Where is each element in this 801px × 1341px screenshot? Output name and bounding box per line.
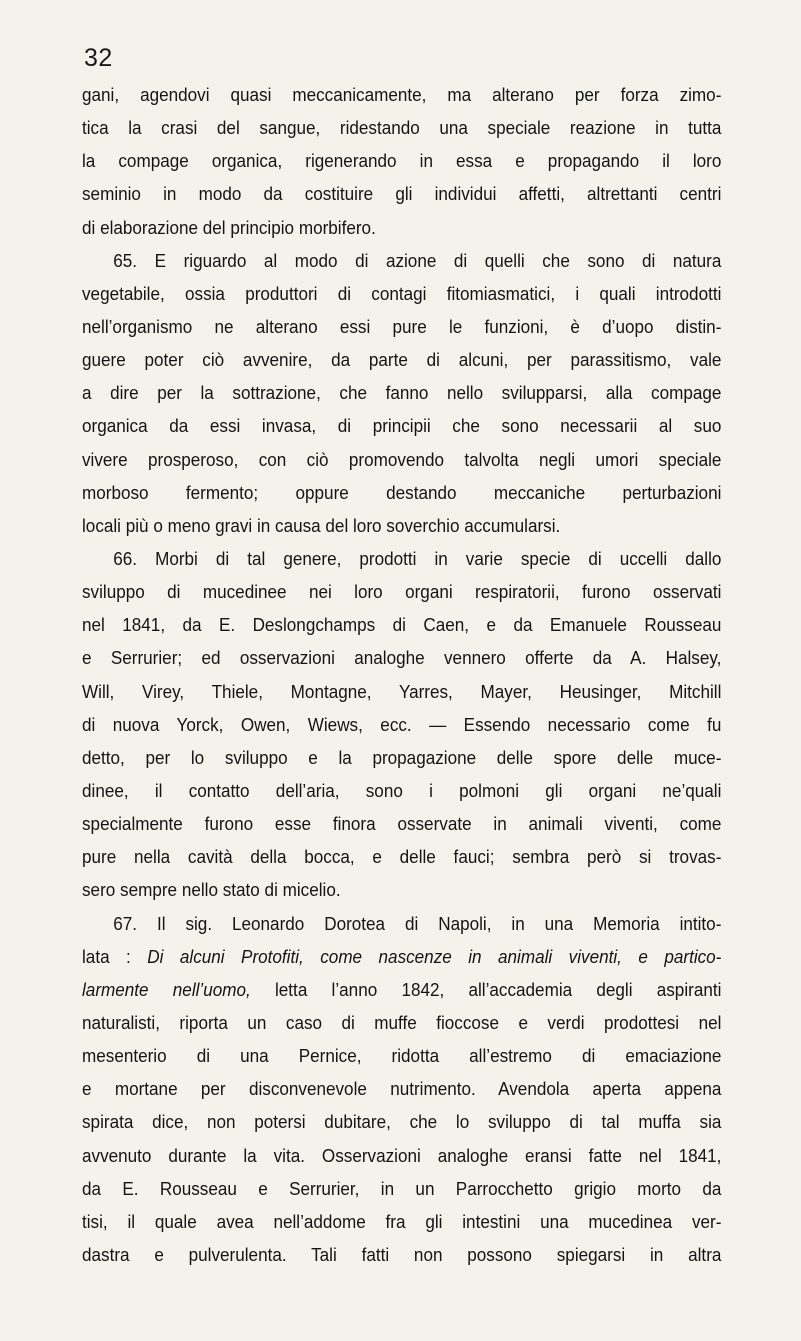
text-line: di nuova Yorck, Owen, Wiews, ecc. — Essendo necessario come fu [82, 713, 722, 735]
text-line: guere poter ciò avvenire, da parte di alcuni, per parassitismo, vale [82, 349, 722, 371]
italic-title-segment: larmente nell’uomo, [82, 978, 251, 1000]
text-line: gani, agendovi quasi meccanicamente, ma alterano per forza zimo- [82, 84, 722, 105]
text-line: vegetabile, ossia produttori di contagi fitomiasmatici, i quali introdotti [82, 282, 722, 304]
text-line: organica da essi invasa, di principii che sono necessarii al suo [82, 415, 722, 437]
text-line: morboso fermento; oppure destando meccaniche perturbazioni [82, 481, 722, 503]
text-line: Will, Virey, Thiele, Montagne, Yarres, Mayer, Heusinger, Mitchill [82, 680, 722, 702]
page-number: 32 [84, 44, 113, 72]
text-line: detto, per lo sviluppo e la propagazione delle spore delle muce- [82, 746, 722, 768]
text-line: sviluppo di mucedinee nei loro organi respiratorii, furono osservati [82, 581, 722, 603]
text-line: tisi, il quale avea nell’addome fra gli intestini una mucedinea ver- [82, 1210, 722, 1232]
text-line: mesenterio di una Pernice, ridotta all’estremo di emaciazione [82, 1045, 722, 1067]
text-line: specialmente furono esse finora osservate in animali viventi, come [82, 813, 722, 835]
text-line: a dire per la sottrazione, che fanno nello svilupparsi, alla compage [82, 382, 722, 404]
text-line [82, 973, 721, 1006]
text-line: naturalisti, riporta un caso di muffe fioccose e verdi prodottesi nel [82, 1011, 722, 1033]
text-line: avvenuto durante la vita. Osservazioni analoghe eransi fatte nel 1841, [82, 1144, 722, 1166]
text-line [82, 940, 721, 973]
text-line: pure nella cavità della bocca, e delle fauci; sembra però si trovas- [82, 846, 722, 868]
text-line: spirata dice, non potersi dubitare, che lo sviluppo di tal muffa sia [82, 1111, 722, 1133]
text-line: tica la crasi del sangue, ridestando una speciale reazione in tutta [82, 117, 722, 139]
body-text [82, 78, 722, 1271]
text-line: la compage organica, rigenerando in essa e propagando il loro [82, 150, 722, 172]
text-line: 65. E riguardo al modo di azione di quelli che sono di natura [113, 249, 722, 271]
text-line: di elaborazione del principio morbifero. [82, 216, 376, 238]
text-segment: letta l’anno 1842, all’accademia degli aspiranti [250, 978, 722, 1000]
text-line: 66. Morbi di tal genere, prodotti in varie specie di uccelli dallo [113, 547, 722, 569]
italic-title-segment: Di alcuni Protofiti, come nascenze in animali viventi, e partico- [147, 945, 722, 967]
text-line: 67. Il sig. Leonardo Dorotea di Napoli, in una Memoria intito- [113, 912, 722, 934]
text-line: dastra e pulverulenta. Tali fatti non possono spiegarsi in altra [82, 1243, 722, 1265]
text-line: dinee, il contatto dell’aria, sono i polmoni gli organi ne’quali [82, 779, 722, 801]
text-line: sero sempre nello stato di micelio. [82, 879, 341, 901]
text-line: nel 1841, da E. Deslongchamps di Caen, e da Emanuele Rousseau [82, 614, 722, 636]
text-line: e Serrurier; ed osservazioni analoghe vennero offerte da A. Halsey, [82, 647, 722, 669]
text-line: vivere prosperoso, con ciò promovendo talvolta negli umori speciale [82, 448, 722, 470]
text-line: locali più o meno gravi in causa del loro soverchio accumularsi. [82, 514, 561, 536]
text-segment: lata : [82, 945, 148, 967]
text-line: seminio in modo da costituire gli individui affetti, altrettanti centri [82, 183, 722, 205]
text-line: da E. Rousseau e Serrurier, in un Parrocchetto grigio morto da [82, 1177, 722, 1199]
text-line: e mortane per disconvenevole nutrimento. Avendola aperta appena [82, 1078, 722, 1100]
text-line: nell’organismo ne alterano essi pure le funzioni, è d’uopo distin- [82, 315, 722, 337]
